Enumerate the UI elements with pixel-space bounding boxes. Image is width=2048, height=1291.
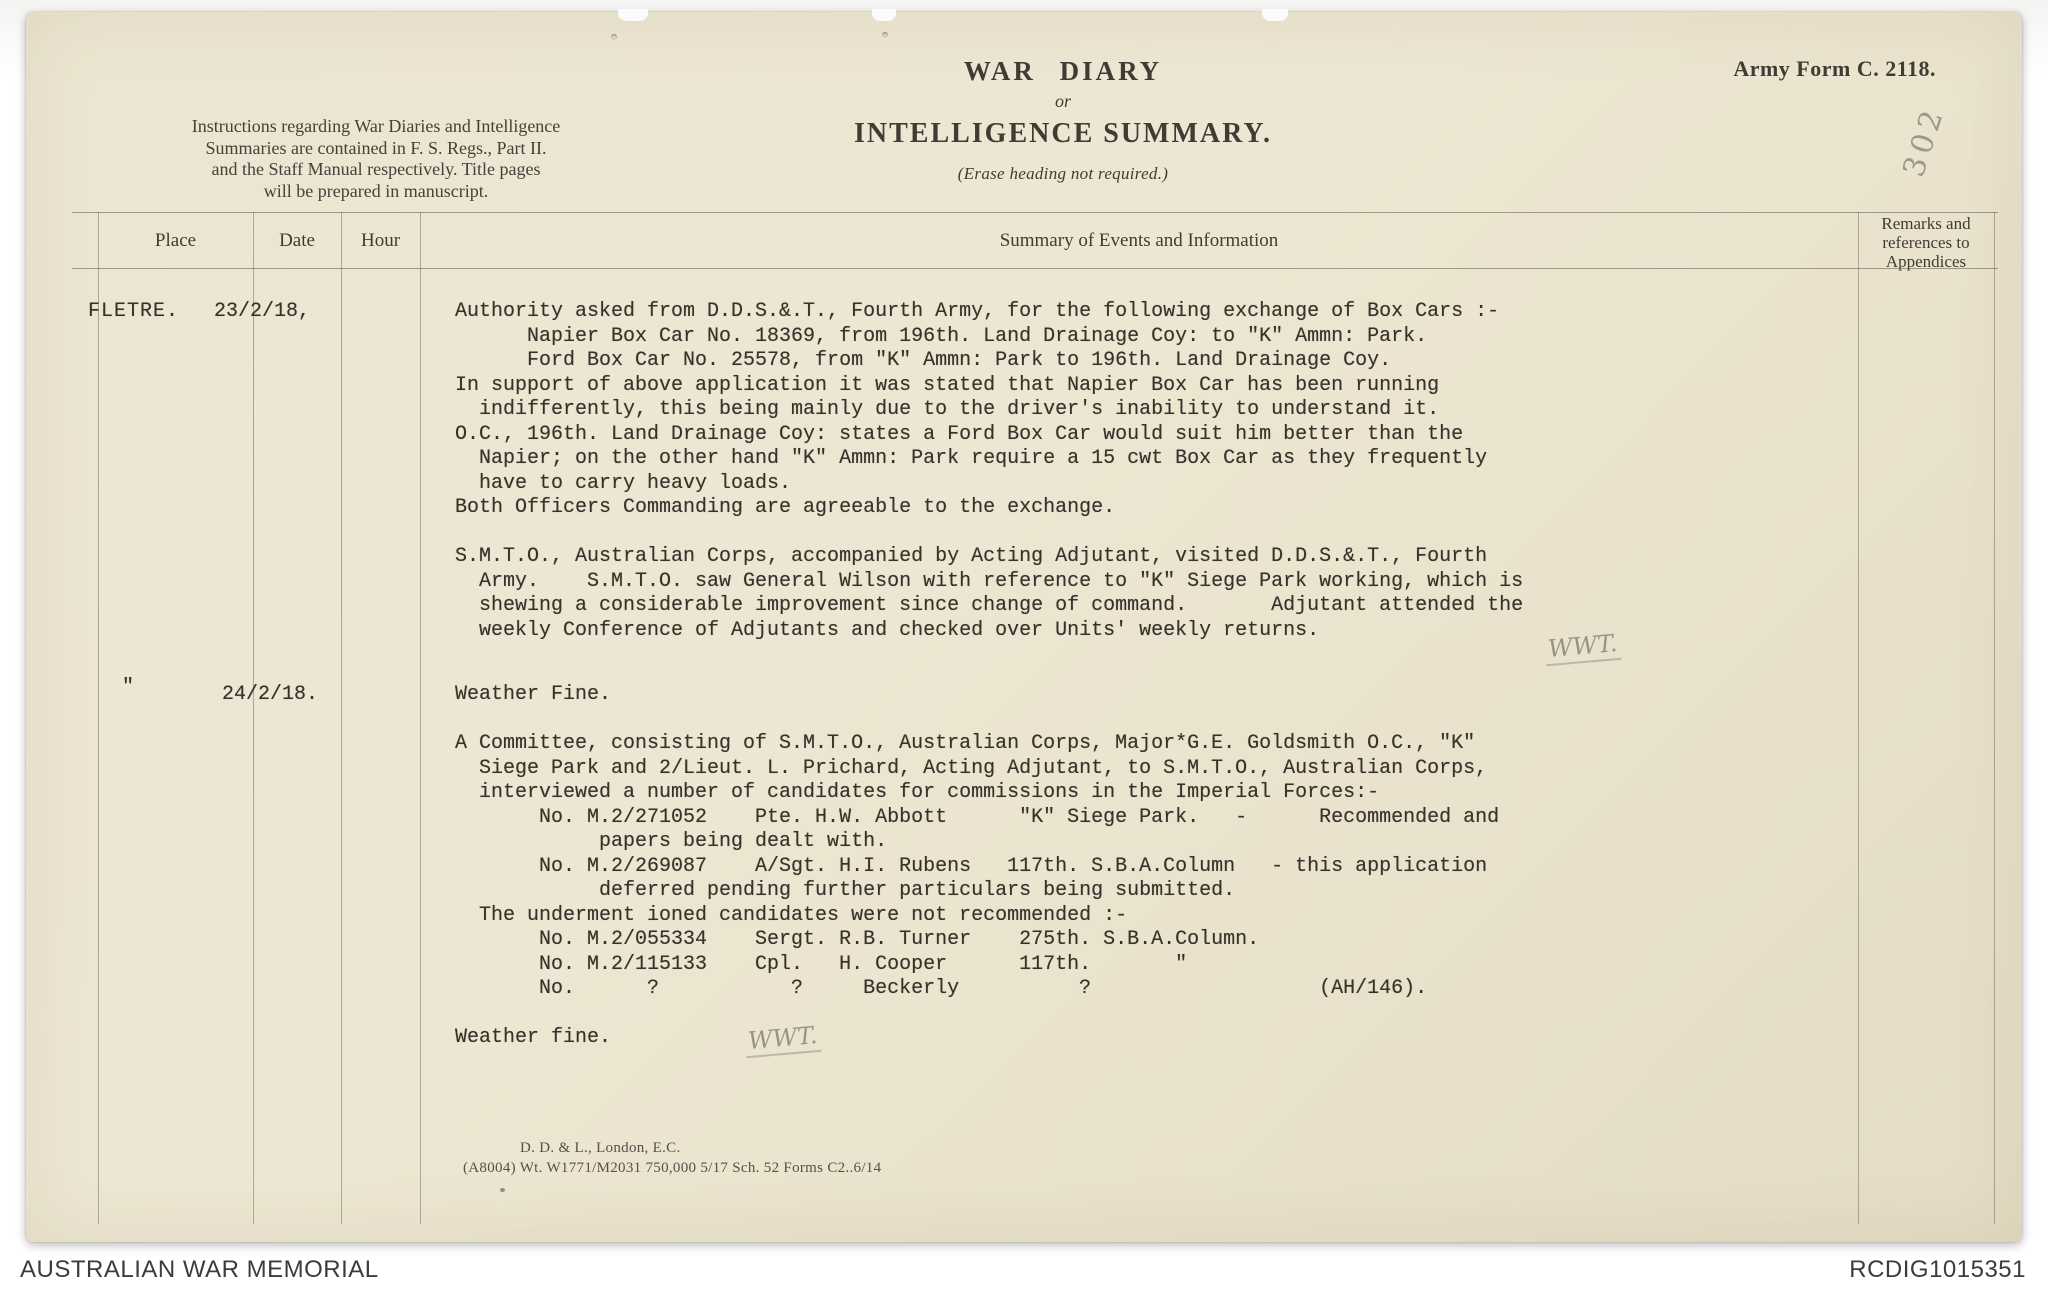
column-divider — [420, 212, 421, 1224]
archive-item-id: RCDIG1015351 — [1849, 1256, 2026, 1283]
column-header-place: Place — [154, 230, 197, 251]
column-divider — [98, 212, 99, 1224]
erase-heading-note: (Erase heading not required.) — [957, 164, 1169, 183]
war-diary-sheet — [26, 12, 2022, 1242]
paper-tear-mark — [618, 9, 648, 21]
printer-imprint-line2: (A8004) Wt. W1771/M2031 750,000 5/17 Sch. 52 Forms C2..6/14 — [463, 1160, 882, 1176]
column-header-remarks: Remarks and references to Appendices — [1881, 214, 1971, 271]
intelligence-summary-title: INTELLIGENCE SUMMARY. — [853, 118, 1273, 149]
pencil-dot-mark — [500, 1188, 505, 1192]
column-header-hour: Hour — [360, 230, 401, 251]
column-divider — [341, 212, 342, 1224]
entry-place: FLETRE. — [88, 300, 180, 323]
form-number-label: Army Form C. 2118. — [1733, 56, 1936, 81]
war-diary-title: WAR DIARY — [963, 56, 1163, 86]
table-top-rule — [72, 212, 1998, 213]
handwritten-initials: WWT. — [744, 1021, 822, 1058]
column-header-date: Date — [279, 230, 315, 251]
instructions-note: Instructions regarding War Diaries and Intelligence Summaries are contained in F. S. Regs., Part II. and the Staff Manual respectively. Title pages will be prepared in manuscript. — [191, 116, 561, 201]
table-header-rule — [72, 268, 1998, 269]
column-header-summary: Summary of Events and Information — [999, 230, 1279, 251]
entry-date: 24/2/18. — [222, 683, 319, 706]
entry-summary-text: Authority asked from D.D.S.&.T., Fourth Army, for the following exchange of Box Cars :- Napier Box Car No. 18369, from 196th. Land Drainage Coy: to "K" Ammn: Park. Ford Box Car No. 25578, from "K" Ammn: Park to 196th. Land Drainage Coy. In support of above application it was stated that Napier Box Car has been running indifferently, this being mainly due to the driver's inability to understand it. O.C., 196th. Land Drainage Coy: states a Ford Box Car would suit him better than the Napier; on the other hand "K" Ammn: Park require a 15 cwt Box Car as they frequently have to carry heavy loads. Both Officers Commanding are agreeable to the exchange. S.M.T.O., Australian Corps, accompanied by Acting Adjutant, visited D.D.S.&.T., Fourth Army. S.M.T.O. saw General Wilson with reference to "K" Siege Park working, which is shewing a considerable improvement since change of command. Adjutant attended the weekly Conference of Adjutants and checked over Units' weekly returns. — [455, 300, 1524, 642]
staple-hole — [882, 32, 888, 38]
column-divider — [253, 212, 254, 1224]
column-divider — [1994, 212, 1995, 1224]
paper-tear-mark — [1262, 9, 1288, 21]
pencil-number-annotation: 302 — [1896, 101, 1952, 182]
entry-summary-text: Weather Fine. A Committee, consisting of S.M.T.O., Australian Corps, Major*G.E. Goldsmith O.C., "K" Siege Park and 2/Lieut. L. Prichard, Acting Adjutant, to S.M.T.O., Australian Corps, interviewed a number of candidates for commissions in the Imperial Forces:- No. M.2/271052 Pte. H.W. Abbott "K" Siege Park. - Recommended and papers being dealt with. No. M.2/269087 A/Sgt. H.I. Rubens 117th. S.B.A.Column - this application deferred pending further particulars being submitted. The underment ioned candidates were not recommended :- No. M.2/055334 Sergt. R.B. Turner 275th. S.B.A.Column. No. M.2/115133 Cpl. H. Cooper 117th. " No. ? ? Beckerly ? (AH/146). Weather fine. — [455, 683, 1500, 1049]
handwritten-initials: WWT. — [1544, 629, 1622, 666]
archive-source-label: AUSTRALIAN WAR MEMORIAL — [20, 1256, 379, 1283]
form-title-block — [763, 56, 1363, 184]
title-or: or — [1054, 91, 1071, 111]
entry-place-ditto: " — [122, 676, 135, 699]
printer-imprint-line1: D. D. & L., London, E.C. — [520, 1140, 681, 1156]
entry-date: 23/2/18, — [214, 300, 311, 323]
paper-tear-mark — [872, 9, 896, 21]
staple-hole — [611, 34, 617, 40]
